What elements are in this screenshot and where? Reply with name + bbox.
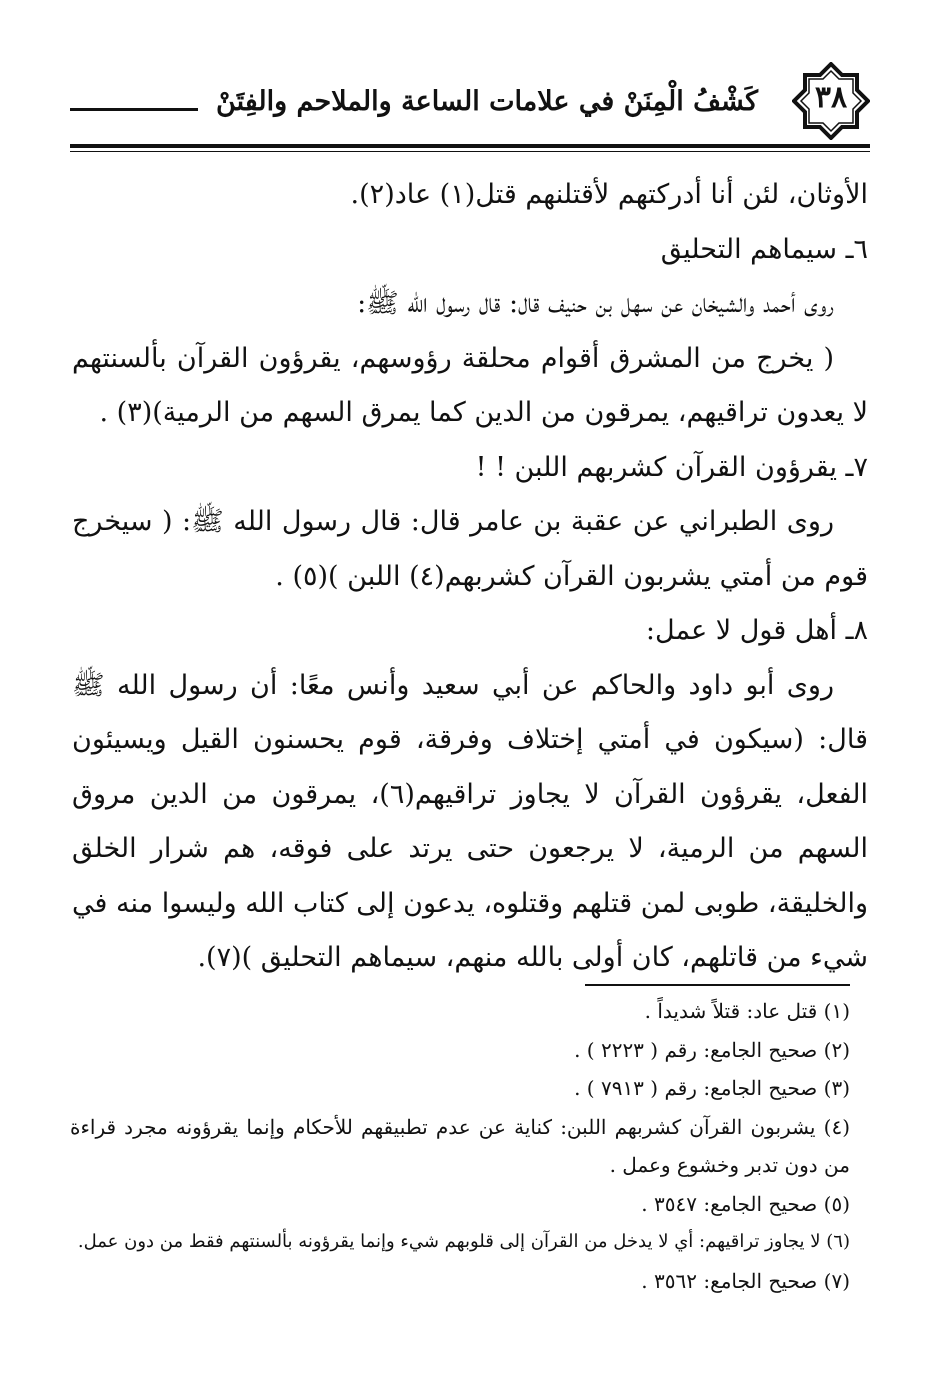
- footnote: (٧) صحيح الجامع: ٣٥٦٢ .: [641, 1268, 850, 1293]
- page-header: [70, 62, 870, 152]
- footnotes: [70, 992, 850, 1300]
- page-number-badge: [792, 62, 870, 140]
- footnote: (٥) صحيح الجامع: ٣٥٤٧ .: [641, 1191, 850, 1216]
- title-dash-line: [70, 108, 198, 111]
- hadith-text: ( يخرج من المشرق أقوام محلقة رؤوسهم، يقرؤون القرآن بألسنتهم لا يعدون تراقيهم، يمرقون من الدين كما يمرق السهم من الرمية)(٣) .: [72, 342, 868, 428]
- section-heading-7: ٧ـ يقرؤون القرآن كشربهم اللبن ! !: [475, 451, 868, 483]
- hadith-text: روى أبو داود والحاكم عن أبي سعيد وأنس معًا: أن رسول الله ﷺ قال: (سيكون في أمتي إختلاف وفرقة، قوم يحسنون القيل ويسيئون الفعل، يقرؤون القرآن لا يجاوز تراقيهم(٦)، يمرقون من الدين مروق السهم من الرمية، لا يرجعون حتى يرتد على فوقه، هم شرار الخلق والخليقة، طوبى لمن قتلهم وقتلوه، يدعون إلى كتاب الله وليسوا منه في شيء من قاتلهم، كان أولى بالله منهم، سيماهم التحليق )(٧).: [72, 669, 868, 973]
- footnote: (٣) صحيح الجامع: رقم ( ٧٩١٣ ) .: [574, 1076, 850, 1100]
- footnote: (١) قتل عاد: قتلاً شديداً .: [644, 999, 850, 1023]
- footnote: (٦) لا يجاوز تراقيهم: أي لا يدخل من القرآن إلى قلوبهم شيء وإنما يقرؤونه بألسنتهم فقط من دون عمل.: [77, 1231, 850, 1252]
- footnote-separator: [585, 984, 850, 986]
- footnote: (٢) صحيح الجامع: رقم ( ٢٢٢٣ ) .: [574, 1037, 850, 1062]
- header-rule: [70, 144, 870, 148]
- text-line: روى أحمد والشيخان عن سهل بن حنيف قال: قال رسول الله ﷺ:: [357, 288, 834, 319]
- text-line: الأوثان، لئن أنا أدركتهم لأقتلنهم قتل(١) عاد(٢).: [350, 179, 868, 210]
- main-text: [72, 168, 868, 986]
- page-number: ٣٨: [814, 80, 848, 115]
- hadith-text: روى الطبراني عن عقبة بن عامر قال: قال رسول الله ﷺ: ( سيخرج قوم من أمتي يشربون القرآن كشربهم(٤) اللبن )(٥) .: [72, 506, 868, 592]
- section-heading-6: ٦ـ سيماهم التحليق: [660, 233, 868, 265]
- footnote: (٤) يشربون القرآن كشربهم اللبن: كناية عن عدم تطبيقهم للأحكام وإنما يقرؤونه مجرد قراءة من دون تدبر وخشوع وعمل .: [70, 1114, 850, 1177]
- running-title: كَشْفُ الْمِنَنْ في علامات الساعة والملاحم والفِتَنْ: [216, 86, 758, 117]
- header-rule-thin: [70, 151, 870, 152]
- section-heading-8: ٨ـ أهل قول لا عمل:: [645, 615, 868, 646]
